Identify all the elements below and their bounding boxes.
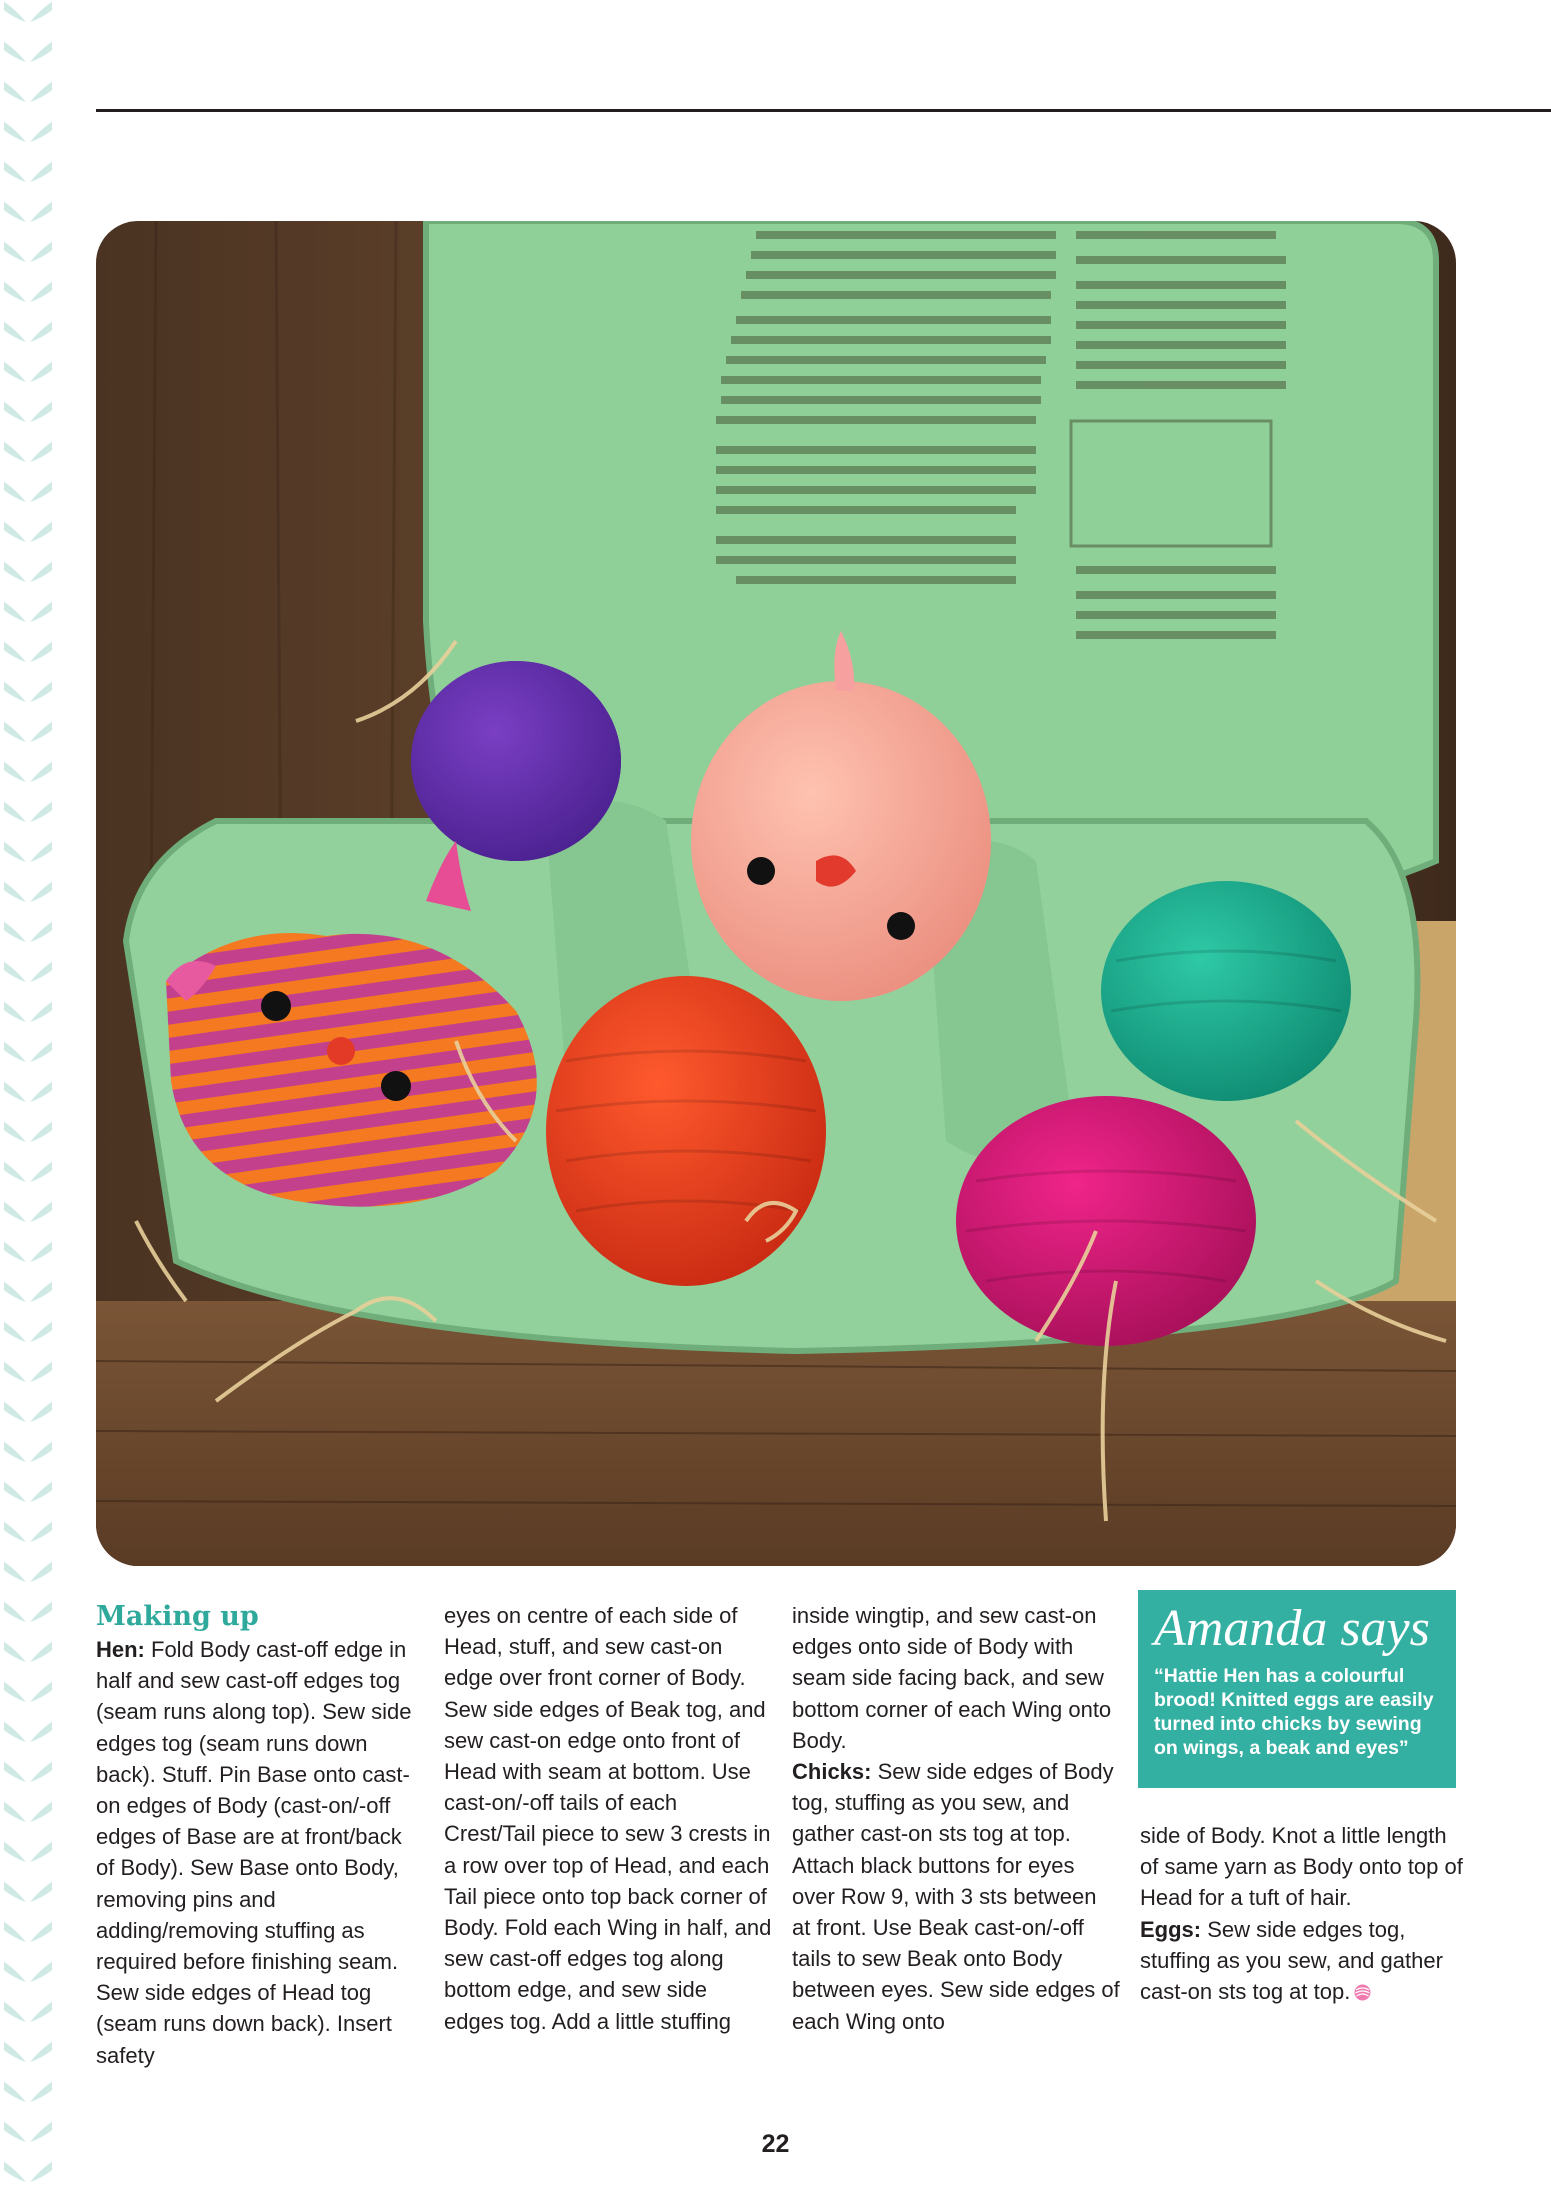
chicks-text: Sew side edges of Body tog, stuffing as you sew, and gather cast-on sts tog at top. Attach black buttons for eyes over Row 9, with 3 sts between at front. Use Beak cast-on/-off tails to sew Beak onto Body between eyes. Sew side edges of each Wing onto bbox=[792, 1759, 1120, 2034]
knitted-easter-eggs-photo bbox=[96, 221, 1456, 1566]
page-number: 22 bbox=[761, 2130, 790, 2158]
wing-text: inside wingtip, and sew cast-on edges onto side of Body with seam side facing back, and sew bottom corner of each Wing onto Body. bbox=[792, 1603, 1112, 1753]
amanda-says-callout bbox=[1138, 1590, 1456, 1788]
chicks-label: Chicks: bbox=[792, 1759, 872, 1785]
hen-text: Fold Body cast-off edge in half and sew cast-off edges tog (seam runs along top). Sew side edges tog (seam runs down back). Stuff. Pin Base onto cast-on edges of Body (cast-on/-off edges of Base are at front/back of Body). Sew Base onto Body, removing pins and adding/removing stuffing as required before finishing seam. Sew side edges of Head tog (seam runs down back). Insert safety bbox=[96, 1637, 412, 2068]
column-4-text bbox=[1140, 1820, 1468, 2007]
section-heading: Making up bbox=[96, 1601, 259, 1632]
callout-quote: “Hattie Hen has a colourful brood! Knitted eggs are easily turned into chicks by sewing on wings, a beak and eyes” bbox=[1154, 1665, 1434, 1759]
knit-stitch-border bbox=[0, 0, 56, 2193]
making-up-column-2 bbox=[444, 1600, 772, 2037]
yarn-ball-icon bbox=[1354, 1978, 1371, 1995]
hen-instructions bbox=[96, 1634, 424, 2071]
making-up-column-3 bbox=[792, 1600, 1120, 2037]
eggs-label: Eggs: bbox=[1140, 1916, 1202, 1942]
hen-label: Hen: bbox=[96, 1637, 145, 1662]
column-2-text: eyes on centre of each side of Head, stuff, and sew cast-on edge over front corner of Body. Sew side edges of Beak tog, and sew cast-on edge onto front of Head with seam at bottom. Use cast-on/-off tails of each Crest/Tail piece to sew 3 crests in a row over top of Head, and each Tail piece onto top back corner of Body. Fold each Wing in half, and sew cast-off edges tog along bottom edge, and sew side edges tog. Add a little stuffing bbox=[444, 1603, 772, 2034]
body-finish-text: side of Body. Knot a little length of same yarn as Body onto top of Head for a tuft of hair. bbox=[1140, 1823, 1463, 1911]
making-up-column-4 bbox=[1140, 1820, 1468, 2007]
top-rule bbox=[96, 109, 1551, 112]
eggs-text: Sew side edges tog, stuffing as you sew, and gather cast-on sts tog at top. bbox=[1140, 1916, 1443, 2005]
making-up-column-1 bbox=[96, 1600, 424, 2071]
column-3-text bbox=[792, 1600, 1120, 2037]
callout-title: Amanda says bbox=[1154, 1600, 1430, 1657]
